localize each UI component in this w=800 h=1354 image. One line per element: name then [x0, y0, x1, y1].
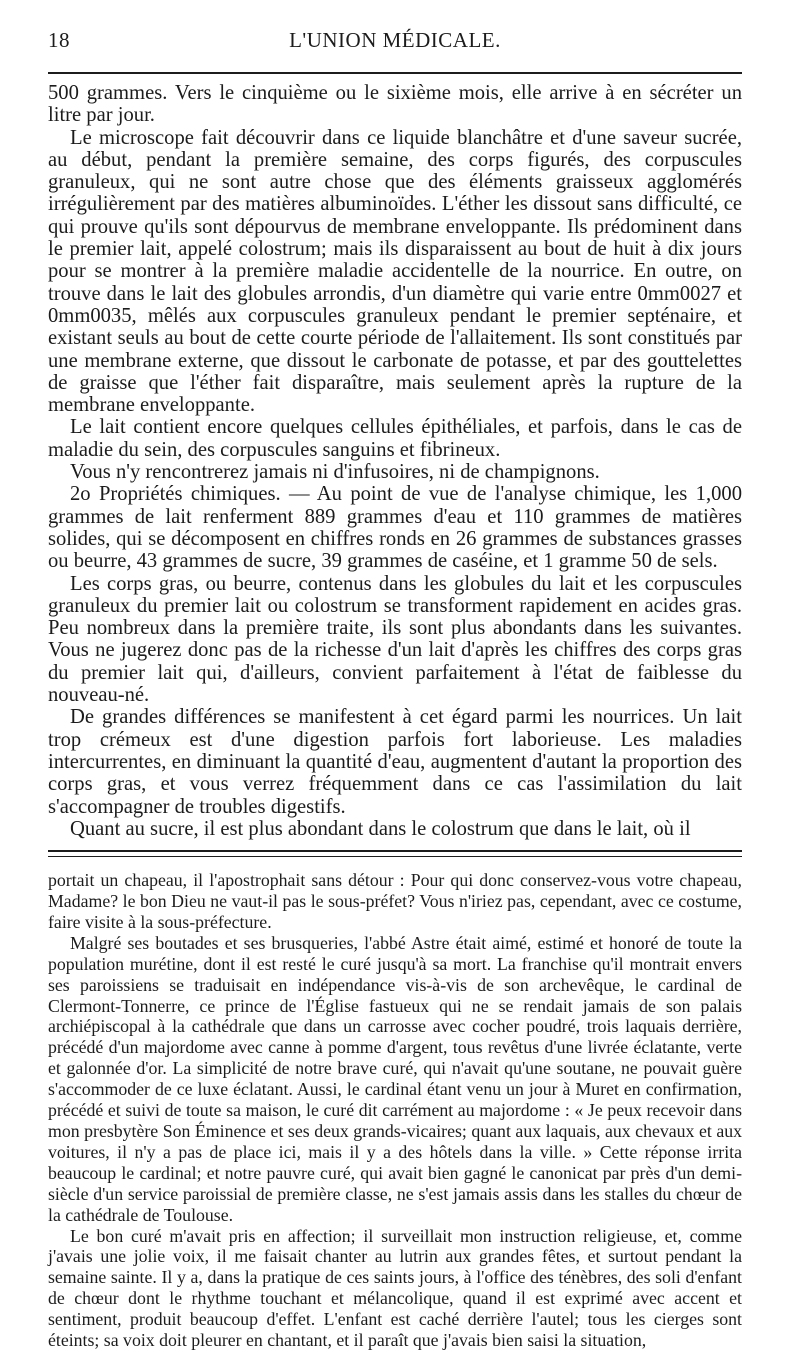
- main-paragraph: Les corps gras, ou beurre, contenus dans les globules du lait et les corpuscules granuleux du premier lait ou colostrum se transforment rapidement en acides gras. Peu nombreux dans la première traite, ils sont plus abondants dans les suivantes. Vous ne jugerez donc pas de la richesse d'un lait d'après les chiffres des corps gras du premier lait qui, d'ailleurs, convient parfaitement à l'état de faiblesse du nouveau-né.: [48, 572, 742, 707]
- footnote-paragraph: portait un chapeau, il l'apostrophait sans détour : Pour qui donc conservez-vous votre chapeau, Madame? le bon Dieu ne vaut-il pas le sous-préfet? Vous n'iriez pas, cependant, avec ce costume, faire visite à la sous-préfecture.: [48, 870, 742, 932]
- running-title: L'UNION MÉDICALE.: [289, 28, 501, 52]
- page-number: 18: [48, 28, 70, 52]
- main-paragraph: Quant au sucre, il est plus abondant dans le colostrum que dans le lait, où il: [70, 817, 691, 840]
- footnote-separator: [48, 850, 742, 857]
- main-paragraph: De grandes différences se manifestent à cet égard parmi les nourrices. Un lait trop crémeux est d'une digestion parfois fort laborieuse. Les maladies intercurrentes, en diminuant la quantité d'eau, augmentent d'autant la proportion des corps gras, et vous verrez fréquemment dans ce cas l'assimilation du lait s'accompagner de troubles digestifs.: [48, 706, 742, 818]
- main-text-column: [48, 82, 742, 840]
- main-paragraph: Le microscope fait découvrir dans ce liquide blanchâtre et d'une saveur sucrée, au début, pendant la première semaine, des corps figurés, des corpuscules granuleux, qui ne sont autre chose que des éléments graisseux agglomérés irrégulièrement par des matières albuminoïdes. L'éther les dissout sans difficulté, ce qui prouve qu'ils sont dépourvus de membrane enveloppante. Ils prédominent dans le premier lait, appelé colostrum; mais ils disparaissent au bout de huit à dix jours pour se montrer à la première maladie accidentelle de la nourrice. En outre, on trouve dans le lait des globules arrondis, d'un diamètre qui varie entre 0mm0027 et 0mm0035, mêlés aux corpuscules granuleux pendant le premier septénaire, et existant seuls au bout de cette courte période de l'allaitement. Ils sont constitués par une membrane externe, que dissout le carbonate de potasse, et par des gouttelettes de graisse que l'éther fait disparaître, mais seulement après la rupture de la membrane enveloppante.: [48, 126, 742, 417]
- footnote-column: [48, 870, 742, 1351]
- page-header: [48, 20, 742, 50]
- header-rule: [48, 72, 742, 74]
- main-paragraph: Vous n'y rencontrerez jamais ni d'infusoires, ni de champignons.: [70, 461, 600, 484]
- main-paragraph: 2o Propriétés chimiques. — Au point de vue de l'analyse chimique, les 1,000 grammes de lait renferment 889 grammes d'eau et 110 grammes de matières solides, qui se décomposent en chiffres ronds en 26 grammes de substances grasses ou beurre, 43 grammes de sucre, 39 grammes de caséine, et 1 gramme 50 de sels.: [48, 483, 742, 573]
- footnote-paragraph: Malgré ses boutades et ses brusqueries, l'abbé Astre était aimé, estimé et honoré de toute la population murétine, dont il est resté le curé jusqu'à sa mort. La franchise qu'il montrait envers ses paroissiens se traduisait en indépendance vis-à-vis de son archevêque, le cardinal de Clermont-Tonnerre, ce prince de l'Église fastueux qui ne se rendait jamais de son palais archiépiscopal à la cathédrale que dans un carrosse avec cocher poudré, trois laquais derrière, précédé d'un majordome avec canne à pomme d'argent, tous revêtus d'une livrée éclatante, verte et galonnée d'or. La simplicité de notre brave curé, qui n'avait qu'une soutane, ne pouvait guère s'accommoder de ce luxe éclatant. Aussi, le cardinal étant venu un jour à Muret en confirmation, précédé et suivi de toute sa maison, le curé dit carrément au majordome : « Je peux recevoir dans mon presbytère Son Éminence et ses deux grands-vicaires; quant aux laquais, aux chevaux et aux voitures, il n'y a pas de place ici, mais il y a des hôtels dans la ville. » Cette réponse irrita beaucoup le cardinal; et notre pauvre curé, qui avait bien gagné le canonicat par près d'un demi-siècle d'un service paroissial de première classe, ne s'est jamais assis dans les stalles du chœur de la cathédrale de Toulouse.: [48, 932, 742, 1225]
- main-paragraph: 500 grammes. Vers le cinquième ou le sixième mois, elle arrive à en sécréter un litre par jour.: [48, 82, 742, 127]
- footnote-paragraph: Le bon curé m'avait pris en affection; il surveillait mon instruction religieuse, et, comme j'avais une jolie voix, il me faisait chanter au lutrin aux grandes fêtes, et surtout pendant la semaine sainte. Il y a, dans la pratique de ces saints jours, à l'office des ténèbres, des soli d'enfant de chœur dont le rhythme touchant et mélancolique, quand il est exprimé avec accent et sentiment, produit beaucoup d'effet. L'enfant est caché derrière l'autel; tous les cierges sont éteints; sa voix doit pleurer en chantant, et il paraît que j'avais bien saisi la situation,: [48, 1225, 742, 1351]
- main-paragraph: Le lait contient encore quelques cellules épithéliales, et parfois, dans le cas de maladie du sein, des corpuscules sanguins et fibrineux.: [48, 416, 742, 461]
